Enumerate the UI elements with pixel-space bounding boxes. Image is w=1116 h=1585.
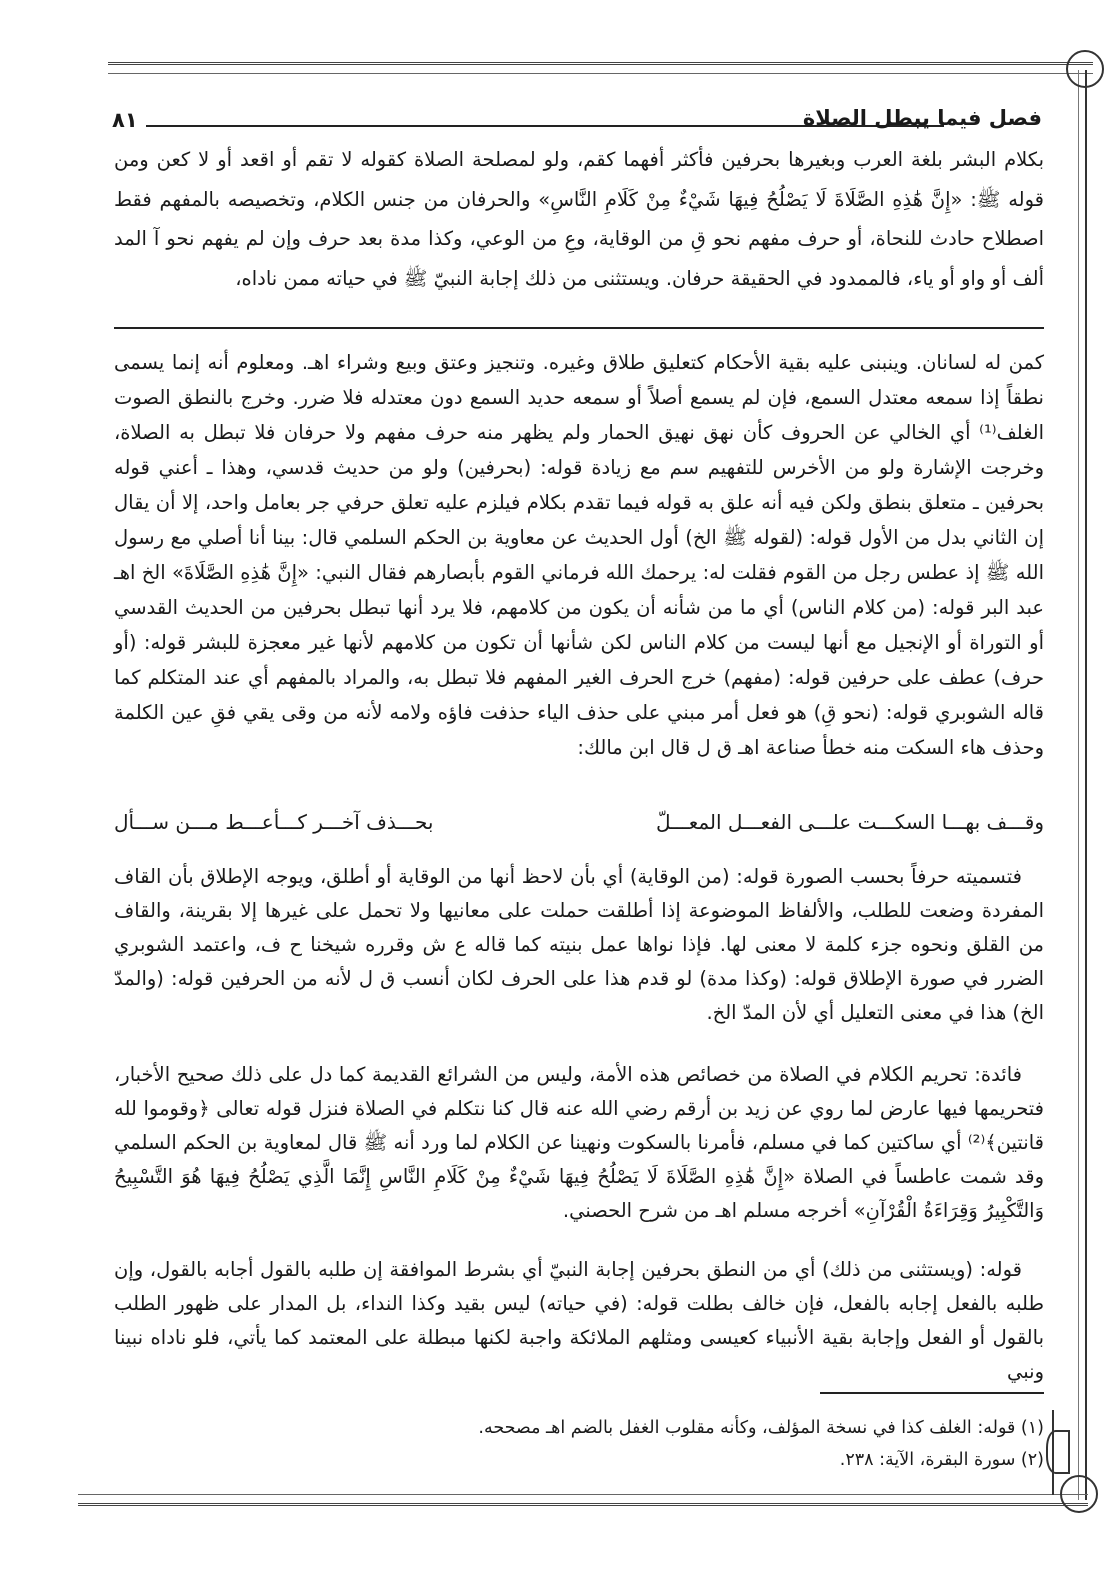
commentary-paragraph: كمن له لسانان. وينبنى عليه بقية الأحكام كتعليق طلاق وغيره. وتنجيز وعتق وبيع وشراء اهـ. ومعلوم أنه إنما يسمى نطقاً إذا سمعه معتدل السمع، فإن لم يسمع أصلاً أو سمعه حديد السمع دون معتدله فلا ضرر. وخرج بالنطق الصوت الغلف⁽¹⁾ أي الخالي عن الحروف كأن نهق نهيق الحمار ولم يظهر منه حرف مفهم ولا حرفان فلا تبطل به الصلاة، وخرجت الإشارة ولو من الأخرس للتفهيم سم مع زيادة قوله: (بحرفين) ولو من حديث قدسي، وهذا ـ أعني قوله بحرفين ـ متعلق بنطق ولكن فيه أنه علق به قوله فيما تقدم بكلام فيلزم عليه تعلق حرفي جر بعامل واحد، إلا أن يقال إن الثاني بدل من الأول قوله: (لقوله ﷺ الخ) أول الحديث عن معاوية بن الحكم السلمي قال: بينا أنا أصلي مع رسول الله ﷺ إذ عطس رجل من القوم فقلت له: يرحمك الله فرماني القوم بأبصارهم فقال النبي: «إِنَّ هَٰذِهِ الصَّلَاةَ» الخ اهـ عبد البر قوله: (من كلام الناس) أي ما من شأنه أن يكون من كلامهم، فلا يرد أنها تبطل بحرفين من الحديث القدسي أو التوراة أو الإنجيل مع أنها ليست من كلام الناس لكن شأنها أن تكون من كلامهم لأنها غير معجزة للبشر قوله: (أو حرف) عطف على حرفين قوله: (مفهم) خرج الحرف الغير المفهم فلا تبطل به، والمراد بالمفهم أي عند المتكلم كما قاله الشوبري قوله: (نحو قِ) هو فعل أمر مبني على حذف الياء حذفت فاؤه ولامه لأنه من وقى يقي فقِ عين الكلمة وحذف هاء السكت منه خطأ صناعة اهـ ق ل قال ابن مالك: — [114, 351, 1044, 759]
verse-second-hemistich: بحـــذف آخـــر كـــأعـــط مـــن ســـأل — [114, 810, 434, 834]
commentary-continued — [114, 860, 1044, 1030]
footnote-separator — [820, 1392, 1044, 1394]
commentary — [114, 345, 1044, 765]
footnote-1: (١) قوله: الغلف كذا في نسخة المؤلف، وكأنه مقلوب الغفل بالضم اهـ مصححه. — [478, 1418, 1044, 1438]
commentary-paragraph: قوله: (ويستثنى من ذلك) أي من النطق بحرفين إجابة النبيّ أي بشرط الموافقة إن طلبه بالقول أجابه بالقول، وإن طلبه بالفعل إجابه بالفعل، فإن خالف بطلت قوله: (في حياته) ليس بقيد وكذا النداء، بل المدار على ظهور الطلب بالقول أو الفعل وإجابة بقية الأنبياء كعيسى ومثلهم الملائكة واجبة لكنها مبطلة على المعتمد كما يأتي، فلو ناداه نبينا ونبي — [114, 1258, 1044, 1383]
verse-first-hemistich: وقـــف بهـــا السكـــت علـــى الفعـــل المعـــلّ — [655, 810, 1044, 834]
decorative-border-top — [108, 62, 1093, 74]
decorative-border-bottom — [78, 1494, 1088, 1506]
scroll-ornament-icon — [1066, 50, 1104, 88]
page-header — [112, 108, 1042, 138]
commentary-final — [114, 1253, 1044, 1389]
main-text — [114, 140, 1044, 298]
scroll-ornament-icon — [1060, 1475, 1098, 1513]
footnotes — [114, 1412, 1044, 1476]
chapter-title: فصل فيما يبطل الصلاة — [802, 106, 1042, 130]
commentary-paragraph: فتسميته حرفاً بحسب الصورة قوله: (من الوقاية) أي بأن لاحظ أنها من الوقاية أو أطلق، ويوجه الإطلاق بأن القاف المفردة وضعت للطلب، والألفاظ الموضوعة إذا أطلقت حملت على معانيها ولا تحمل على غيرها إلا بقرينة، والقاف من القلق ونحوه جزء كلمة لا معنى لها. فإذا نواها عمل بنيته كما قاله ع ش وقرره شيخنا ح ف، واعتمد الشوبري الضرر في صورة الإطلاق قوله: (وكذا مدة) لو قدم هذا على الحرف لكان أنسب ق ل لأنه من الحرفين قوله: (والمدّ الخ) هذا في معنى التعليل أي لأن المدّ الخ. — [114, 865, 1044, 1024]
page-number: ٨١ — [112, 108, 138, 132]
main-paragraph: بكلام البشر بلغة العرب وبغيرها بحرفين فأكثر أفهما كقم، ولو لمصلحة الصلاة كقوله لا تقم أو اقعد أو لا كعن ومن قوله ﷺ: «إِنَّ هَٰذِهِ الصَّلَاةَ لَا يَصْلُحُ فِيهَا شَيْءٌ مِنْ كَلَامِ النَّاسِ» والحرفان من جنس الكلام، وتخصيصه بالمفهم فقط اصطلاح حادث للنحاة، أو حرف مفهم نحو قِ من الوقاية، وعِ من الوعي، وكذا مدة بعد حرف وإن لم يفهم نحو آ المد ألف أو واو أو ياء، فالممدود في الحقيقة حرفان. ويستثنى من ذلك إجابة النبيّ ﷺ في حياته ممن ناداه، — [114, 148, 1044, 290]
main-commentary-separator — [114, 327, 1044, 329]
benefit-paragraph: فائدة: تحريم الكلام في الصلاة من خصائص هذه الأمة، وليس من الشرائع القديمة كما دل على ذلك صحيح الأخبار، فتحريمها فيها عارض لما روي عن زيد بن أرقم رضي الله عنه قال كنا نتكلم في الصلاة فنزل قوله تعالى ﴿وقوموا لله قانتين﴾⁽²⁾ أي ساكتين كما في مسلم، فأمرنا بالسكوت ونهينا عن الكلام لما ورد أنه ﷺ قال لمعاوية بن الحكم السلمي وقد شمت عاطساً في الصلاة «إِنَّ هَٰذِهِ الصَّلَاةَ لَا يَصْلُحُ فِيهَا شَيْءٌ مِنْ كَلَامِ النَّاسِ إِنَّمَا الَّذِي يَصْلُحُ فِيهَا هُوَ التَّسْبِيحُ وَالتَّكْبِيرُ وَقِرَاءَةُ الْقُرْآنِ» أخرجه مسلم اهـ من شرح الحصني. — [114, 1063, 1044, 1222]
scroll-ornament-icon — [1046, 1430, 1070, 1474]
decorative-border-right — [1078, 70, 1087, 1500]
poetry-verse — [114, 810, 1044, 850]
footnote-2: (٢) سورة البقرة، الآية: ٢٣٨. — [839, 1450, 1044, 1470]
benefit-note — [114, 1058, 1044, 1228]
